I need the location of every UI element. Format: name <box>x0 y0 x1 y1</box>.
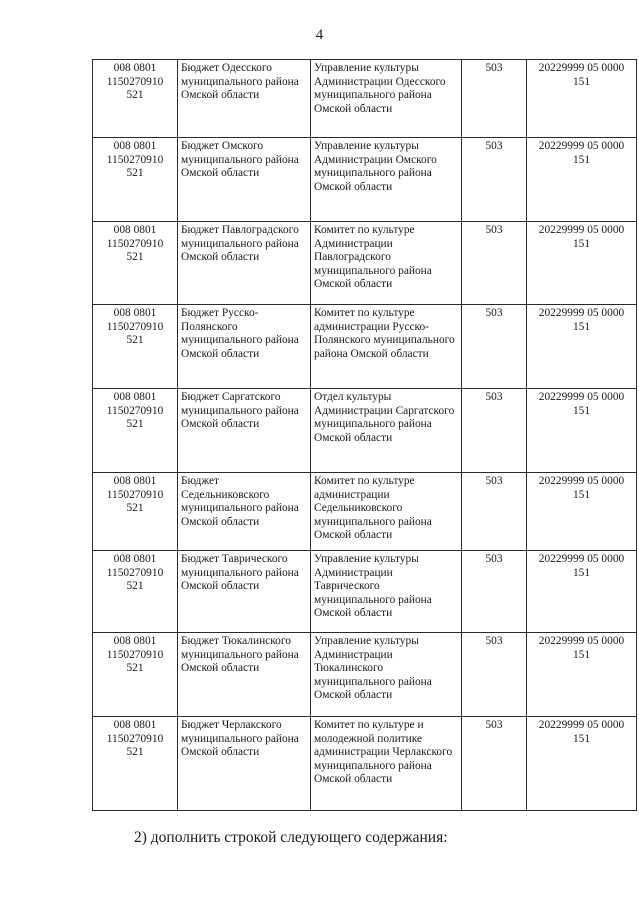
code-line: 008 0801 <box>113 719 157 731</box>
cell-revenue-code: 20229999 05 0000 151 <box>527 389 637 473</box>
cell-classification-code <box>93 717 178 811</box>
code-line: 521 <box>126 502 144 515</box>
code-line: 521 <box>126 746 144 759</box>
cell-revenue-code: 20229999 05 0000 151 <box>527 633 637 717</box>
code-line: 1150270910 <box>106 488 164 501</box>
cell-kbk: 503 <box>462 60 527 138</box>
table-row <box>93 222 637 305</box>
cell-kbk: 503 <box>462 717 527 811</box>
code-line: 521 <box>126 89 144 102</box>
cell-revenue-code: 20229999 05 0000 151 <box>527 138 637 222</box>
cell-kbk: 503 <box>462 222 527 305</box>
cell-budget-name: Бюджет Русско-Полянского муниципального района Омской области <box>178 305 311 389</box>
code-line: 1150270910 <box>106 566 164 579</box>
code-line: 008 0801 <box>113 391 157 403</box>
code-line: 521 <box>126 580 144 593</box>
code-line: 521 <box>126 418 144 431</box>
cell-classification-code <box>93 389 178 473</box>
code-line: 1150270910 <box>106 320 164 333</box>
cell-budget-name: Бюджет Тюкалинского муниципального района Омской области <box>178 633 311 717</box>
cell-classification-code <box>93 138 178 222</box>
cell-administrator: Комитет по культуре администрации Русско-Полянского муниципального района Омской области <box>311 305 462 389</box>
cell-administrator: Отдел культуры Администрации Саргатского муниципального района Омской области <box>311 389 462 473</box>
cell-administrator: Управление культуры Администрации Тюкалинского муниципального района Омской области <box>311 633 462 717</box>
cell-classification-code <box>93 551 178 633</box>
cell-administrator: Управление культуры Администрации Одесского муниципального района Омской области <box>311 60 462 138</box>
code-line: 1150270910 <box>106 153 164 166</box>
budget-table <box>92 59 637 811</box>
code-line: 008 0801 <box>113 635 157 647</box>
code-line: 008 0801 <box>113 224 157 236</box>
cell-revenue-code: 20229999 05 0000 151 <box>527 305 637 389</box>
code-line: 008 0801 <box>113 62 157 74</box>
cell-revenue-code: 20229999 05 0000 151 <box>527 551 637 633</box>
cell-revenue-code: 20229999 05 0000 151 <box>527 222 637 305</box>
cell-kbk: 503 <box>462 389 527 473</box>
cell-kbk: 503 <box>462 473 527 551</box>
cell-kbk: 503 <box>462 551 527 633</box>
code-line: 1150270910 <box>106 732 164 745</box>
code-line: 521 <box>126 167 144 180</box>
cell-budget-name: Бюджет Одесского муниципального района Омской области <box>178 60 311 138</box>
cell-administrator: Комитет по культуре Администрации Павлоградского муниципального района Омской области <box>311 222 462 305</box>
code-line: 008 0801 <box>113 307 157 319</box>
table-row <box>93 551 637 633</box>
cell-classification-code <box>93 222 178 305</box>
cell-revenue-code: 20229999 05 0000 151 <box>527 717 637 811</box>
cell-administrator: Управление культуры Администрации Омского муниципального района Омской области <box>311 138 462 222</box>
cell-administrator: Комитет по культуре и молодежной политике администрации Черлакского муниципального района Омской области <box>311 717 462 811</box>
code-line: 008 0801 <box>113 140 157 152</box>
cell-budget-name: Бюджет Таврического муниципального района Омской области <box>178 551 311 633</box>
cell-administrator: Комитет по культуре администрации Седельниковского муниципального района Омской области <box>311 473 462 551</box>
cell-budget-name: Бюджет Седельниковского муниципального района Омской области <box>178 473 311 551</box>
cell-kbk: 503 <box>462 138 527 222</box>
code-line: 521 <box>126 662 144 675</box>
table-row <box>93 633 637 717</box>
code-line: 1150270910 <box>106 237 164 250</box>
code-line: 521 <box>126 251 144 264</box>
table-row <box>93 60 637 138</box>
code-line: 1150270910 <box>106 648 164 661</box>
cell-kbk: 503 <box>462 305 527 389</box>
table-row <box>93 717 637 811</box>
cell-classification-code <box>93 305 178 389</box>
code-line: 521 <box>126 334 144 347</box>
code-line: 1150270910 <box>106 75 164 88</box>
table-body <box>93 60 637 811</box>
cell-classification-code <box>93 633 178 717</box>
cell-budget-name: Бюджет Омского муниципального района Омской области <box>178 138 311 222</box>
cell-administrator: Управление культуры Администрации Таврического муниципального района Омской области <box>311 551 462 633</box>
cell-budget-name: Бюджет Черлакского муниципального района Омской области <box>178 717 311 811</box>
amendment-text: 2) дополнить строкой следующего содержания: <box>134 829 448 846</box>
table-row <box>93 389 637 473</box>
cell-revenue-code: 20229999 05 0000 151 <box>527 473 637 551</box>
page-number: 4 <box>315 27 324 43</box>
table-row <box>93 138 637 222</box>
cell-revenue-code: 20229999 05 0000 151 <box>527 60 637 138</box>
table-row <box>93 473 637 551</box>
cell-classification-code <box>93 473 178 551</box>
cell-budget-name: Бюджет Павлоградского муниципального района Омской области <box>178 222 311 305</box>
code-line: 008 0801 <box>113 475 157 487</box>
cell-budget-name: Бюджет Саргатского муниципального района Омской области <box>178 389 311 473</box>
table-row <box>93 305 637 389</box>
cell-kbk: 503 <box>462 633 527 717</box>
code-line: 008 0801 <box>113 553 157 565</box>
code-line: 1150270910 <box>106 404 164 417</box>
cell-classification-code <box>93 60 178 138</box>
